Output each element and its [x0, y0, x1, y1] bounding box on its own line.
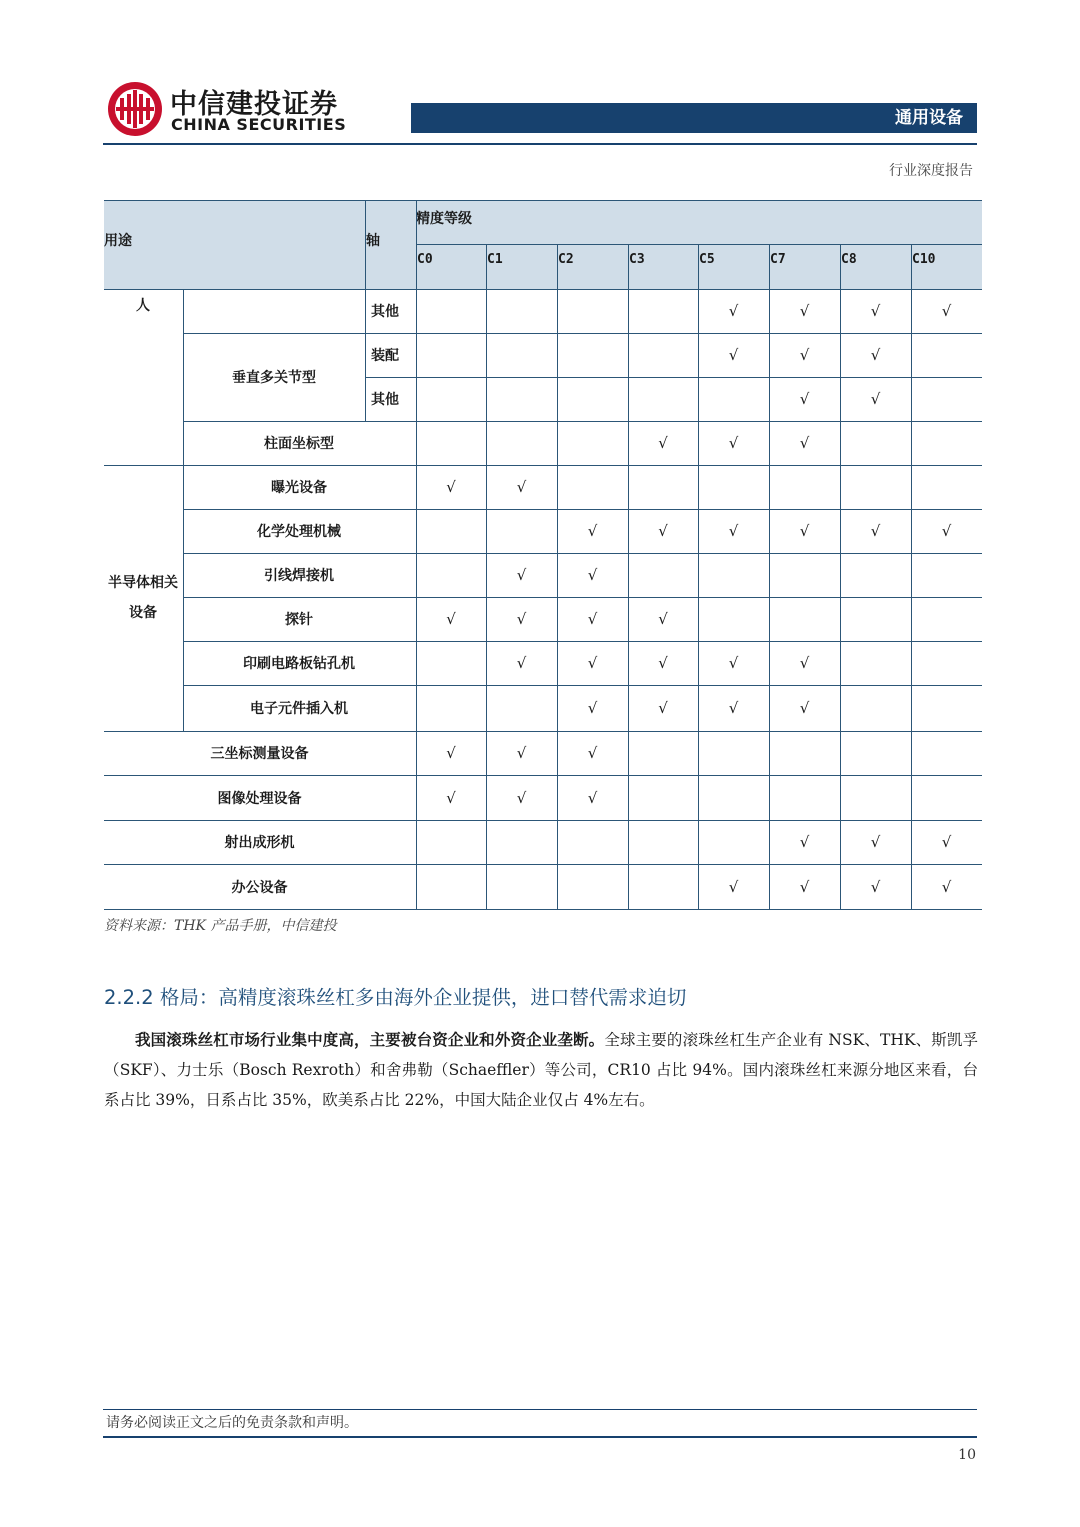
footer-divider-bottom — [103, 1436, 977, 1438]
header-precision-grade: 精度等级 — [416, 211, 472, 227]
check-mark: √ — [799, 699, 810, 717]
check-mark: √ — [799, 434, 810, 452]
grade-header-c1: C1 — [487, 252, 503, 267]
check-mark: √ — [870, 302, 881, 320]
check-mark: √ — [870, 346, 881, 364]
check-mark: √ — [728, 699, 739, 717]
check-mark: √ — [799, 522, 810, 540]
row-label-cmm: 三坐标测量设备 — [210, 746, 309, 762]
check-mark: √ — [870, 390, 881, 408]
header-usage: 用途 — [104, 233, 132, 249]
check-mark: √ — [658, 654, 668, 672]
grade-header-c3: C3 — [629, 252, 645, 267]
check-mark: √ — [446, 744, 456, 762]
row-label-pcb-drill: 印刷电路板钻孔机 — [243, 656, 355, 672]
check-mark: √ — [941, 877, 952, 896]
table-line — [183, 289, 184, 731]
group-robot: 人 — [136, 298, 150, 314]
group-cylindrical: 柱面坐标型 — [264, 436, 334, 452]
grade-header-c8: C8 — [841, 252, 857, 267]
check-mark: √ — [516, 478, 527, 496]
page-number: 10 — [958, 1447, 976, 1463]
grade-header-c10: C10 — [912, 252, 936, 267]
check-mark: √ — [587, 788, 598, 807]
paragraph-body: 全球主要的滚珠丝杠生产企业有 NSK、THK、斯凯孚（SKF）、力士乐（Bosch Rexroth）和舍弗勒（Schaeffler）等公司，CR10 占比 94%。国内滚珠丝杠来源分地区来看，台系占比 39%，日系占比 35%，欧美系占比 22%，中国大陆企业仅占 4%左右。 — [104, 1031, 978, 1109]
check-mark: √ — [799, 833, 810, 851]
check-mark: √ — [799, 302, 810, 320]
check-mark: √ — [587, 699, 598, 717]
check-mark: √ — [516, 744, 527, 762]
table-line — [628, 244, 629, 909]
check-mark: √ — [587, 522, 598, 540]
check-mark: √ — [799, 346, 810, 364]
row-label-probe: 探针 — [285, 612, 313, 628]
check-mark: √ — [728, 346, 739, 364]
footer-disclaimer: 请务必阅读正文之后的免责条款和声明。 — [106, 1415, 358, 1431]
grade-header-c2: C2 — [558, 252, 574, 267]
check-mark: √ — [516, 654, 527, 672]
china-securities-logo — [106, 80, 164, 138]
table-line — [104, 200, 982, 201]
check-mark: √ — [446, 610, 456, 628]
brand-name-english: CHINA SECURITIES — [171, 115, 347, 134]
table-line — [365, 200, 366, 289]
check-mark: √ — [870, 522, 881, 540]
paragraph-lead: 我国滚珠丝杠市场行业集中度高，主要被台资企业和外资企业垄断。 — [135, 1031, 605, 1049]
table-line — [365, 289, 366, 421]
report-type: 行业深度报告 — [889, 163, 973, 179]
footer-divider-top — [103, 1409, 977, 1410]
check-mark: √ — [799, 877, 810, 896]
check-mark: √ — [941, 833, 952, 851]
group-semiconductor — [104, 465, 182, 731]
check-mark: √ — [728, 434, 739, 452]
check-mark: √ — [516, 566, 527, 584]
check-mark: √ — [799, 390, 810, 408]
group-semiconductor-line2: 设备 — [129, 605, 157, 621]
check-mark: √ — [587, 744, 598, 762]
check-mark: √ — [799, 654, 810, 672]
check-mark: √ — [587, 566, 598, 584]
check-mark: √ — [446, 788, 456, 807]
check-mark: √ — [870, 877, 881, 896]
table-line — [183, 421, 982, 422]
table-line — [104, 909, 982, 910]
check-mark: √ — [516, 610, 527, 628]
row-label-exposure: 曝光设备 — [271, 480, 327, 496]
sector-banner: 通用设备 — [411, 103, 977, 133]
body-paragraph — [104, 1025, 978, 1115]
row-label-chemical: 化学处理机械 — [257, 524, 341, 540]
check-mark: √ — [728, 302, 739, 320]
grade-header-c5: C5 — [699, 252, 715, 267]
axis-label-assembly: 装配 — [371, 348, 399, 364]
row-label-component-inserter: 电子元件插入机 — [250, 701, 348, 717]
check-mark: √ — [446, 478, 456, 496]
axis-label-other-2: 其他 — [371, 392, 399, 408]
check-mark: √ — [658, 522, 668, 540]
group-vertical-articulated: 垂直多关节型 — [232, 370, 316, 386]
row-label-office-equipment: 办公设备 — [231, 879, 288, 896]
check-mark: √ — [658, 610, 668, 628]
grade-header-c7: C7 — [770, 252, 786, 267]
precision-grade-table — [104, 200, 982, 909]
check-mark: √ — [516, 788, 527, 807]
check-mark: √ — [658, 699, 668, 717]
check-mark: √ — [941, 522, 952, 540]
row-label-wire-bonder: 引线焊接机 — [264, 568, 334, 584]
brand-name-chinese: 中信建投证券 — [170, 89, 338, 120]
check-mark: √ — [587, 654, 598, 672]
row-label-injection-molding: 射出成形机 — [224, 835, 295, 851]
table-line — [416, 244, 982, 245]
table-line — [911, 244, 912, 909]
row-label-image-processing: 图像处理设备 — [217, 790, 302, 807]
table-source: 资料来源：THK 产品手册，中信建投 — [104, 918, 337, 934]
check-mark: √ — [658, 434, 668, 452]
section-heading: 2.2.2 格局：高精度滚珠丝杠多由海外企业提供，进口替代需求迫切 — [104, 986, 687, 1009]
check-mark: √ — [941, 302, 952, 320]
check-mark: √ — [728, 522, 739, 540]
header-axis: 轴 — [366, 233, 380, 249]
check-mark: √ — [728, 654, 739, 672]
check-mark: √ — [728, 877, 739, 896]
check-mark: √ — [587, 610, 598, 628]
header-divider — [103, 143, 977, 145]
check-mark: √ — [870, 833, 881, 851]
grade-header-c0: C0 — [417, 252, 433, 267]
group-semiconductor-line1: 半导体相关 — [108, 575, 178, 591]
axis-label-other-1: 其他 — [371, 304, 399, 320]
